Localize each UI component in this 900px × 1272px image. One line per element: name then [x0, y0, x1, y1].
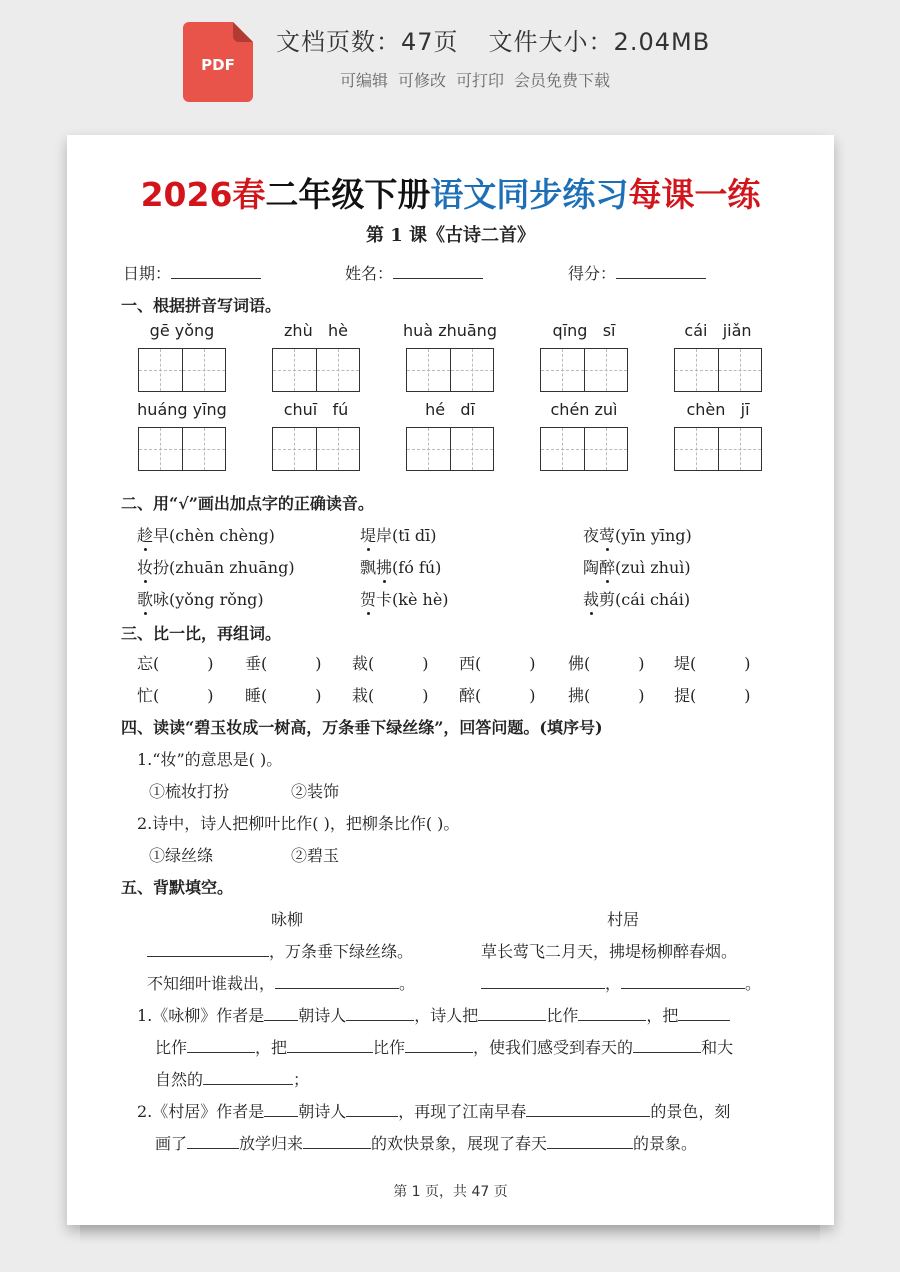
svg-text:PDF: PDF — [201, 56, 235, 74]
feature-list — [340, 68, 620, 91]
writing-grid — [138, 348, 226, 392]
reading-item: 妆扮(zhuān zhuāng) — [137, 555, 295, 578]
writing-grid — [674, 427, 762, 471]
score-field: 得分： — [568, 261, 706, 284]
paper-shadow — [80, 1222, 820, 1244]
document-page — [67, 135, 834, 1225]
reading-item: 飘拂(fó fú) — [360, 555, 441, 578]
poem-title: 村居 — [607, 910, 640, 929]
compare-item: 忘( ) — [137, 654, 214, 673]
lesson-title: 第 1 课《古诗二首》 — [365, 225, 536, 246]
pinyin-label: gē yǒng — [149, 321, 215, 340]
section-2-heading: 二、用“√”画出加点字的正确读音。 — [121, 494, 374, 513]
option: ①绿丝绦 — [149, 846, 214, 865]
feature-editable: 可编辑 — [340, 71, 389, 90]
section-4-heading: 四、读读“碧玉妆成一树高，万条垂下绿丝绦”，回答问题。(填序号) — [121, 718, 603, 737]
pinyin-label: chèn jī — [686, 400, 750, 419]
pinyin-label: cái jiǎn — [684, 321, 752, 340]
feature-member-download: 会员免费下载 — [514, 71, 611, 90]
page-count: 文档页数：47页 — [276, 28, 459, 56]
poem-line: ，万条垂下绿丝绦。 — [147, 939, 413, 962]
pinyin-label: zhù hè — [284, 321, 348, 340]
page-footer: 第 1 页，共 47 页 — [393, 1184, 508, 1200]
fill-question-cont: 自然的 ； — [155, 1070, 310, 1089]
feature-modifiable: 可修改 — [398, 71, 447, 90]
writing-grid — [272, 348, 360, 392]
date-field: 日期： — [123, 261, 261, 284]
reading-item: 趁早(chèn chèng) — [137, 523, 275, 546]
writing-grid — [272, 427, 360, 471]
question-1: 1.“妆”的意思是( )。 — [137, 750, 283, 769]
question-2: 2.诗中，诗人把柳叶比作( )，把柳条比作( )。 — [137, 814, 460, 833]
pinyin-label: hé dī — [425, 400, 475, 419]
section-3-heading: 三、比一比，再组词。 — [121, 624, 282, 643]
option: ①梳妆打扮 — [149, 782, 230, 801]
pinyin-label: huà zhuāng — [403, 321, 497, 340]
writing-grid — [674, 348, 762, 392]
compare-item: 醉( ) — [459, 686, 536, 705]
pinyin-label: qīng sī — [552, 321, 616, 340]
poem-line: 草长莺飞二月天，拂堤杨柳醉春烟。 — [481, 942, 738, 961]
reading-item: 陶醉(zuì zhuì) — [583, 555, 691, 578]
compare-item: 睡( ) — [245, 686, 322, 705]
writing-grid — [540, 427, 628, 471]
writing-grid — [406, 348, 494, 392]
poem-title: 咏柳 — [271, 910, 304, 929]
compare-item: 西( ) — [459, 654, 536, 673]
pinyin-label: huáng yīng — [137, 400, 227, 419]
compare-item: 垂( ) — [245, 654, 322, 673]
file-size: 文件大小：2.04MB — [488, 28, 711, 56]
section-1-heading: 一、根据拼音写词语。 — [121, 296, 282, 315]
option: ②碧玉 — [291, 846, 340, 865]
pinyin-label: chén zuì — [550, 400, 618, 419]
compare-item: 拂( ) — [568, 686, 645, 705]
title-year: 2026春 — [140, 175, 266, 214]
poem-line: 不知细叶谁裁出， 。 — [147, 974, 416, 993]
fill-question: 1.《咏柳》作者是 朝诗人 ，诗人把 比作 ，把 — [137, 1003, 730, 1026]
feature-printable: 可打印 — [456, 71, 505, 90]
section-5-heading: 五、背默填空。 — [121, 878, 234, 897]
name-field: 姓名： — [345, 261, 483, 284]
fill-question: 2.《村居》作者是 朝诗人 ，再现了江南早春 的景色，刻 — [137, 1102, 731, 1121]
reading-item: 堤岸(tī dī) — [360, 523, 437, 546]
option: ②装饰 — [291, 782, 340, 801]
reading-item: 歌咏(yǒng rǒng) — [137, 587, 264, 610]
compare-item: 佛( ) — [568, 654, 645, 673]
compare-item: 提( ) — [674, 686, 751, 705]
fill-question-cont: 比作 ，把 比作 ，使我们感受到春天的 和大 — [155, 1038, 734, 1057]
writing-grid — [138, 427, 226, 471]
reading-item: 裁剪(cái chái) — [583, 587, 690, 610]
writing-grid — [540, 348, 628, 392]
writing-grid — [406, 427, 494, 471]
title-tail: 每课一练 — [628, 175, 761, 214]
pinyin-label: chuī fú — [283, 400, 349, 419]
compare-item: 忙( ) — [137, 686, 214, 705]
doc-meta-line — [276, 22, 710, 57]
fill-question-cont: 画了 放学归来 的欢快景象，展现了春天 的景象。 — [155, 1134, 698, 1153]
compare-item: 栽( ) — [352, 686, 429, 705]
reading-item: 夜莺(yīn yīng) — [583, 523, 692, 546]
title-subject: 语文同步练习 — [430, 175, 629, 214]
compare-item: 裁( ) — [352, 654, 429, 673]
pdf-file-icon — [183, 22, 253, 102]
poem-line: ， 。 — [481, 971, 761, 994]
reading-item: 贺卡(kè hè) — [360, 587, 449, 610]
title-grade: 二年级下册 — [265, 175, 431, 214]
compare-item: 堤( ) — [674, 654, 751, 673]
page-title — [67, 169, 834, 216]
